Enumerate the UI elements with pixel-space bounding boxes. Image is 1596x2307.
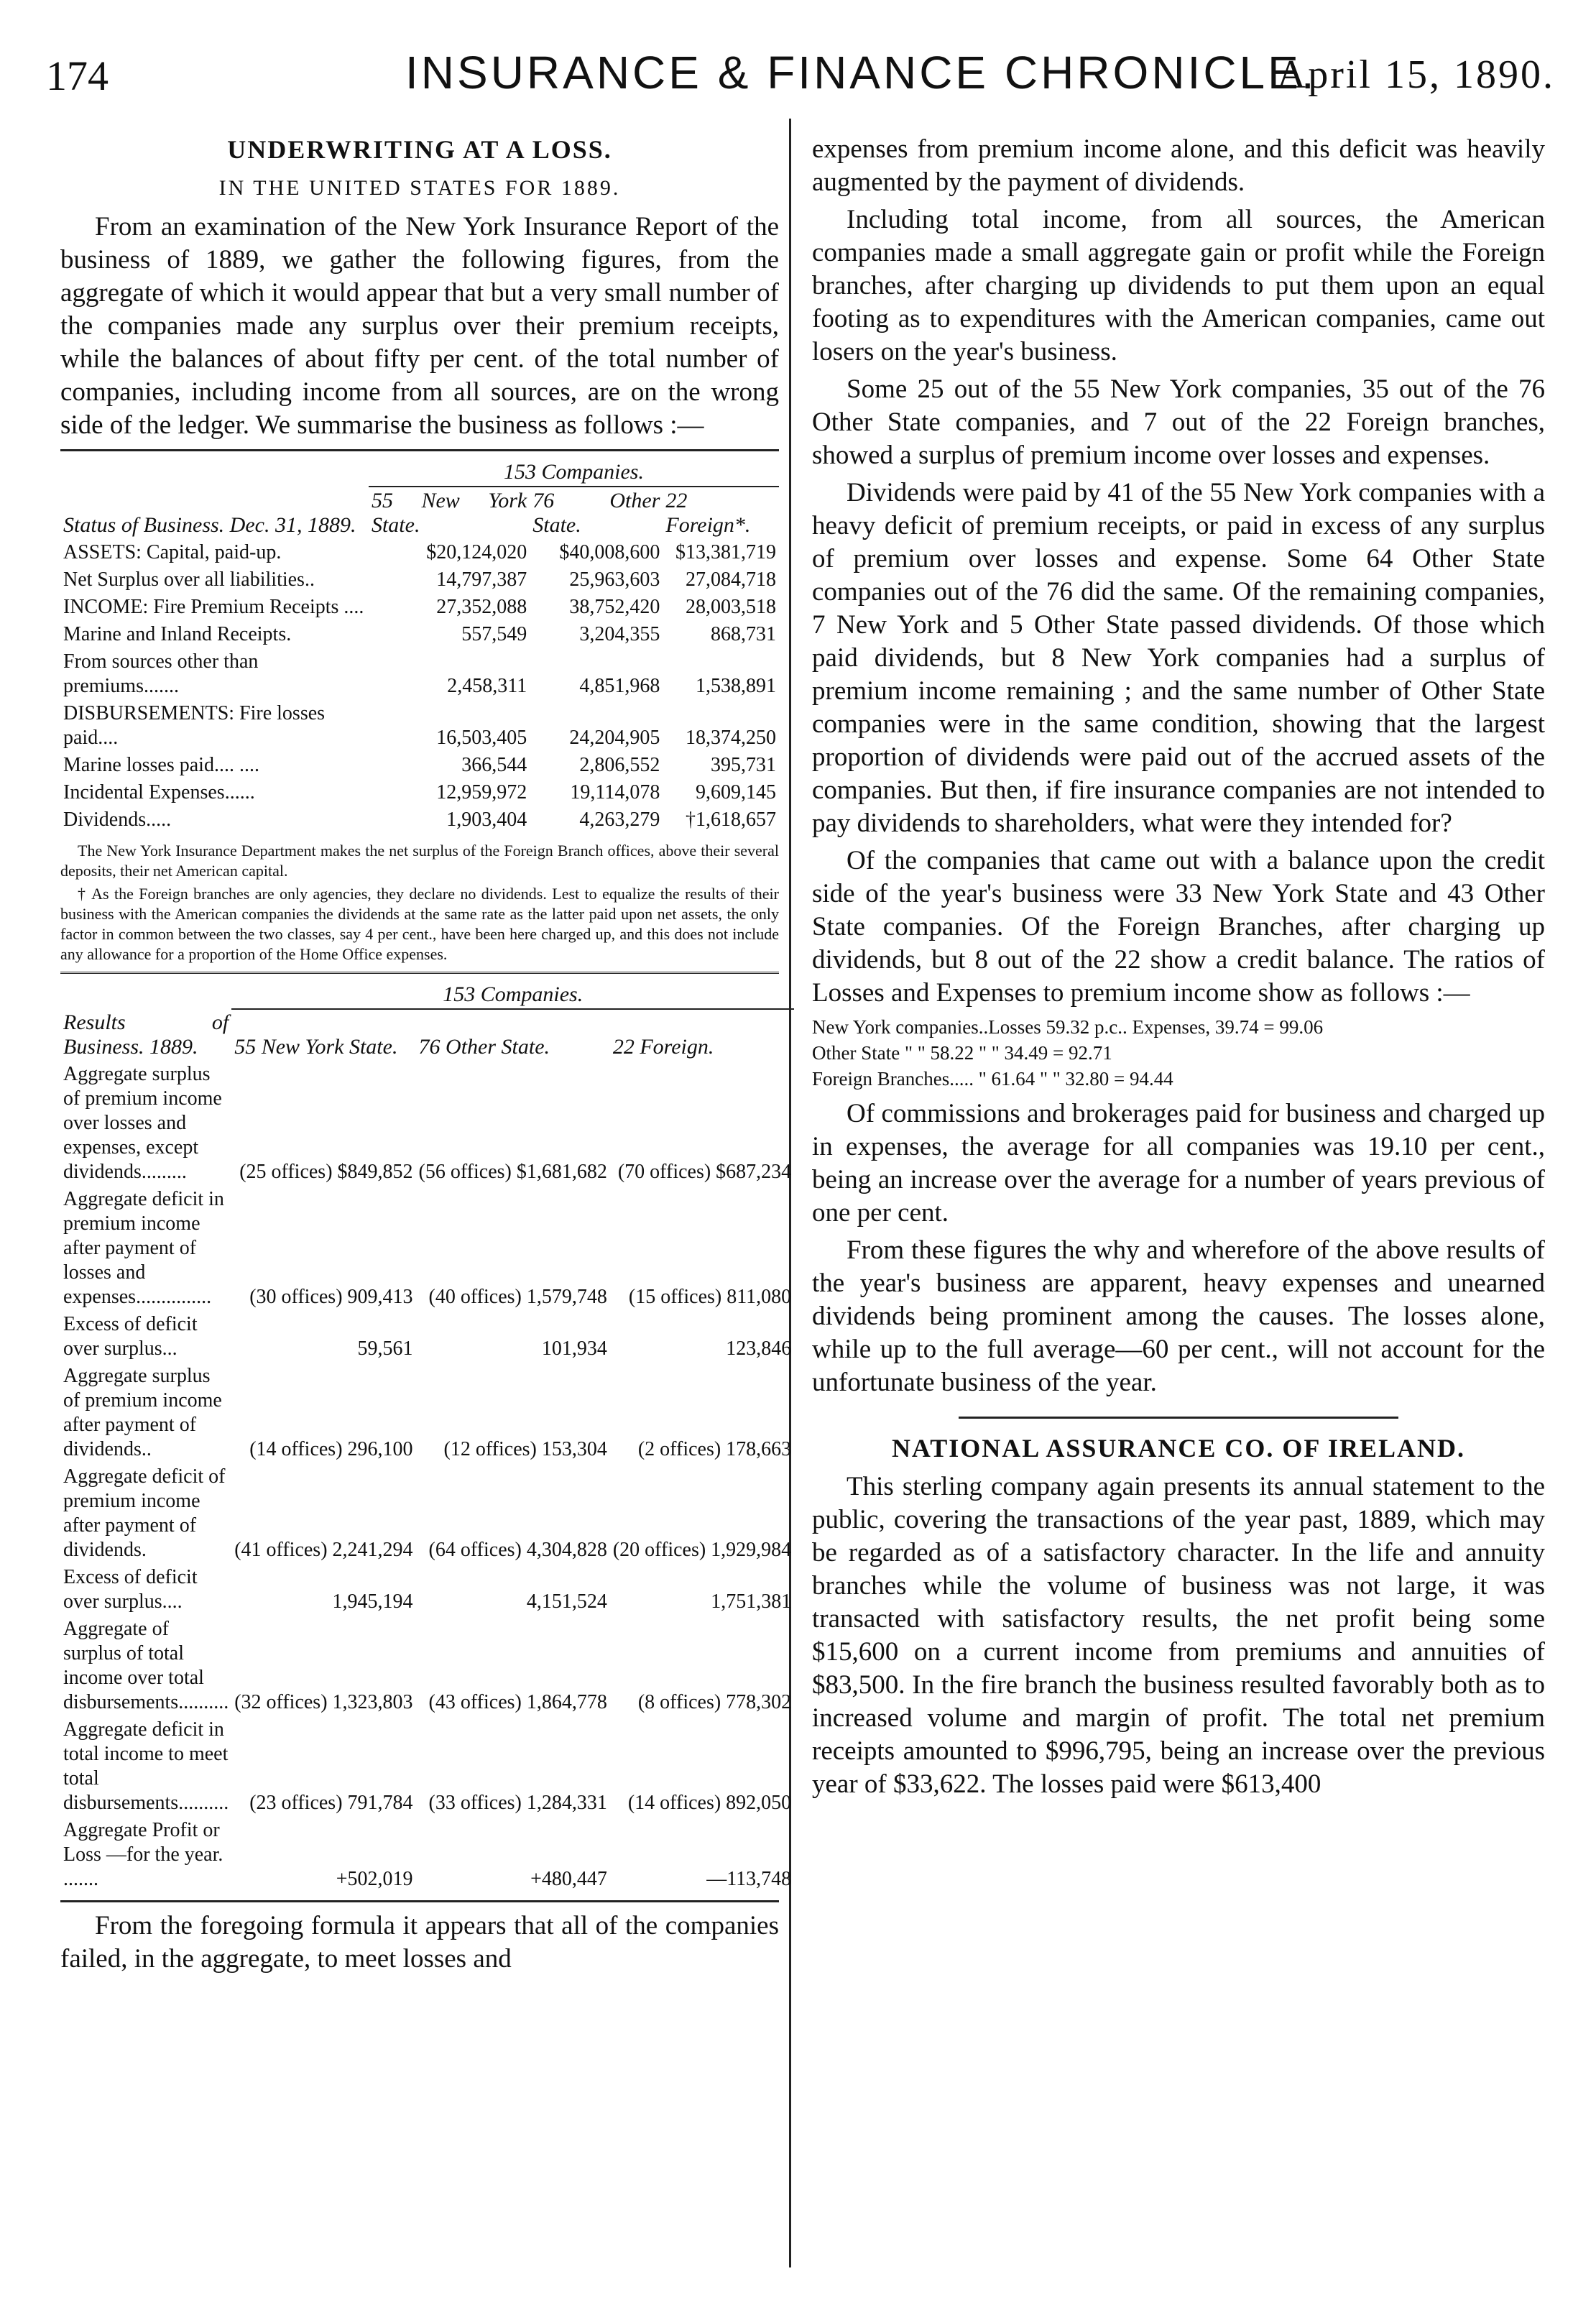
table-row: Marine losses paid.... .... 366,544 2,806,552 395,731	[63, 754, 776, 776]
article-separator	[959, 1417, 1398, 1419]
status-table-caption: 153 Companies.	[369, 459, 779, 487]
table-row: Aggregate of surplus of total income over total disbursements.......... (32 offices) 1,323,803 (43 offices) 1,864,778 (8 offices) 778,302	[63, 1618, 792, 1713]
column-header: 55 New York State.	[371, 489, 527, 537]
table-row: INCOME: Fire Premium Receipts .... 27,352,088 38,752,420 28,003,518	[63, 596, 776, 618]
table-rule	[60, 972, 779, 974]
article-paragraph: Including total income, from all sources, the American companies made a small aggregate gain or profit while the Foreign branches, after charging up dividends to put them upon an equal footing as to expenditures with the American companies, came out losers on the year's business.	[812, 205, 1545, 367]
table-row: Aggregate surplus of premium income over losses and expenses, except dividends......... (25 offices) $849,852 (56 offices) $1,681,682 (70 offices) $687,234	[63, 1063, 792, 1183]
status-table	[60, 459, 779, 834]
table-row: Aggregate deficit in total income to meet total disbursements.......... (23 offices) 791,784 (33 offices) 1,284,331 (14 offices) 892,050	[63, 1718, 792, 1814]
results-table	[60, 981, 794, 1893]
table-row: Marine and Inland Receipts. 557,549 3,204,355 868,731	[63, 623, 776, 645]
column-header: 22 Foreign.	[612, 1035, 714, 1059]
page-number: 174	[46, 52, 109, 99]
table-row: Aggregate surplus of premium income after payment of dividends.. (14 offices) 296,100 (12 offices) 153,304 (2 offices) 178,663	[63, 1365, 792, 1460]
column-header: 76 Other State.	[532, 489, 660, 537]
column-header: Results of Business. 1889.	[63, 1010, 229, 1059]
table-row: Excess of deficit over surplus... 59,561 101,934 123,846	[63, 1313, 792, 1360]
table-row: ASSETS: Capital, paid-up. $20,124,020 $40,008,600 $13,381,719	[63, 541, 776, 563]
table-row: DISBURSEMENTS: Fire losses paid.... 16,503,405 24,204,905 18,374,250	[63, 702, 776, 749]
article-paragraph: From these figures the why and wherefore of the above results of the year's business are apparent, heavy expenses and unearned dividends being prominent among the causes. The losses alone, while up to the full average—60 per cent., will not account for the unfortunate business of the year.	[812, 1235, 1545, 1397]
footnote: The New York Insurance Department makes the net surplus of the Foreign Branch offices, above their several deposits, their net American capital.	[60, 842, 779, 880]
table-row: Net Surplus over all liabilities.. 14,797,387 25,963,603 27,084,718	[63, 568, 776, 591]
table-footnotes	[60, 841, 779, 964]
column-header: Status of Business. Dec. 31, 1889.	[63, 513, 356, 537]
table-row: Dividends..... 1,903,404 4,263,279 †1,618,657	[63, 809, 776, 831]
article-paragraph: From the foregoing formula it appears that all of the companies failed, in the aggregate, to meet losses and	[60, 1911, 779, 1974]
table-rule	[60, 1900, 779, 1902]
ratio-line: New York companies..Losses 59.32 p.c.. Expenses, 39.74 = 99.06	[812, 1016, 1324, 1038]
article-intro: From an examination of the New York Insurance Report of the business of 1889, we gather the following figures, from the aggregate of which it would appear that but a very small number of the companies made any surplus over their premium receipts, while the balances of about fifty per cent. of the total number of companies, including income from all sources, are on the wrong side of the ledger. We summarise the business as follows :—	[60, 212, 779, 440]
article-paragraph: expenses from premium income alone, and this deficit was heavily augmented by the payment of dividends.	[812, 134, 1545, 197]
article-heading: UNDERWRITING AT A LOSS.	[227, 135, 612, 164]
left-column	[60, 133, 792, 1980]
article-subheading: IN THE UNITED STATES FOR 1889.	[218, 176, 621, 200]
article-paragraph: This sterling company again presents its annual statement to the public, covering the transactions of the year past, 1889, which may be regarded as of a satisfactory character. In the life and annuity branches while the volume of business was not large, it was transacted with satisfactory results, the net profit being some $15,600 on a current income from premiums and annuities of $83,500. In the fire branch the business resulted favorably both as to increased volume and margin of profit. The total net premium receipts amounted to $996,795, being an increase over the previous year of $33,622. The losses paid were $613,400	[812, 1472, 1545, 1799]
table-row: Excess of deficit over surplus.... 1,945,194 4,151,524 1,751,381	[63, 1566, 792, 1613]
table-row: Aggregate deficit of premium income after payment of dividends. (41 offices) 2,241,294 (64 offices) 4,304,828 (20 offices) 1,929,984	[63, 1465, 792, 1561]
article-paragraph: Of commissions and brokerages paid for business and charged up in expenses, the average for all companies was 19.10 per cent., being an increase over the average for a number of years previous of one per cent.	[812, 1099, 1545, 1228]
article-heading: NATIONAL ASSURANCE CO. OF IRELAND.	[891, 1434, 1466, 1463]
article-paragraph: Of the companies that came out with a balance upon the credit side of the year's business were 33 New York State and 43 Other State companies. Of the Foreign Branches, after charging up dividends, but 8 out of the 22 show a credit balance. The ratios of Losses and Expenses to premium income show as follows :—	[812, 846, 1545, 1008]
article-paragraph: Dividends were paid by 41 of the 55 New York companies with a heavy deficit of premium receipts, or paid in excess of any surplus of premium over losses and expense. Some 64 Other State companies out of the 76 did the same. Of the remaining companies, 7 New York and 5 Other State passed dividends. Of those which paid dividends, but 8 New York companies had a surplus of premium income remaining ; and the same number of Other State companies were in the same condition, showing that the largest proportion of dividends were paid out of the accrued assets of the companies. But then, if fire insurance companies are not intended to pay dividends to shareholders, what were they intended for?	[812, 478, 1545, 838]
column-header: 76 Other State.	[418, 1035, 550, 1059]
article-paragraph: Some 25 out of the 55 New York companies, 35 out of the 76 Other State companies, and 7 out of the 22 Foreign branches, showed a surplus of premium income over losses and expenses.	[812, 374, 1545, 470]
ratio-line: Foreign Branches..... " 61.64 " " 32.80 = 94.44	[812, 1068, 1173, 1090]
table-row: From sources other than premiums....... 2,458,311 4,851,968 1,538,891	[63, 650, 776, 697]
table-row: Incidental Expenses...... 12,959,972 19,114,078 9,609,145	[63, 781, 776, 803]
table-row: Aggregate deficit in premium income after payment of losses and expenses............... (30 offices) 909,413 (40 offices) 1,579,748 (15 offices) 811,080	[63, 1188, 792, 1308]
ratio-line: Other State " " 58.22 " " 34.49 = 92.71	[812, 1042, 1112, 1064]
ratio-list	[812, 1014, 1545, 1092]
column-header: 55 New York State.	[234, 1035, 398, 1059]
issue-date: April 15, 1890.	[1276, 52, 1555, 97]
table-row: Aggregate Profit or Loss —for the year. ....... +502,019 +480,447 —113,748	[63, 1819, 792, 1890]
right-column	[812, 133, 1545, 1805]
footnote: † As the Foreign branches are only agencies, they declare no dividends. Lest to equalize the results of their business with the American companies the dividends at the same rate as the latter paid upon net assets, the only factor in common between the two classes, say 4 per cent., have been here charged up, and this does not include any allowance for a proportion of the Home Office expenses.	[60, 885, 779, 963]
results-table-caption: 153 Companies.	[231, 981, 794, 1009]
table-rule	[60, 449, 779, 451]
publication-title: INSURANCE & FINANCE CHRONICLE.	[405, 47, 1317, 98]
masthead	[46, 37, 1555, 102]
column-header: 22 Foreign*.	[665, 489, 751, 537]
